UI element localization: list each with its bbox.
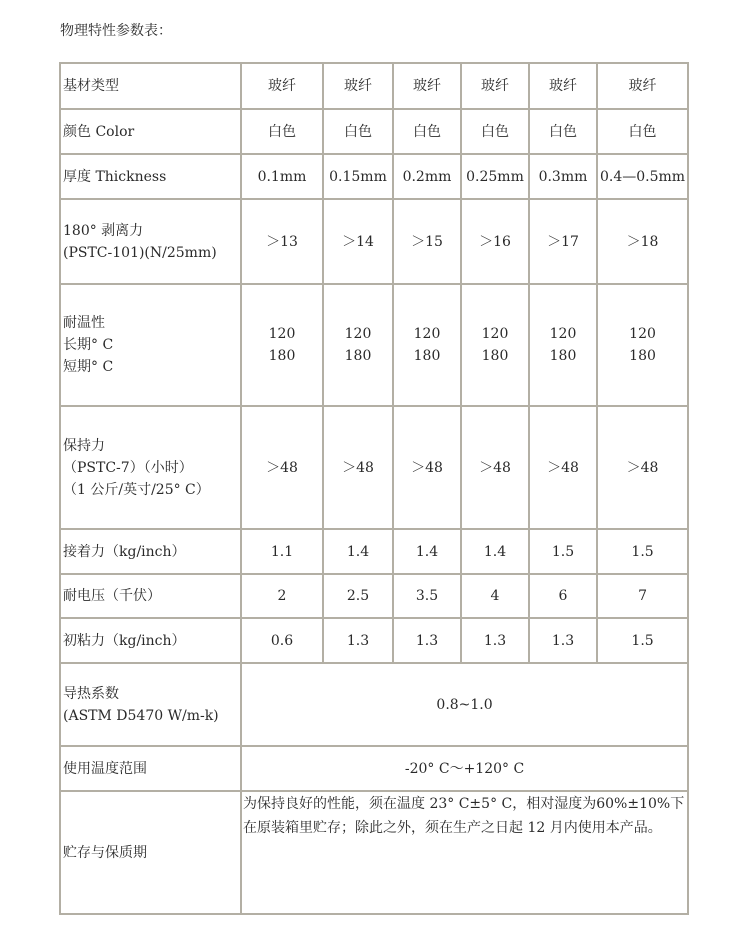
value: 2.5 <box>346 588 370 604</box>
value: 2 <box>277 588 287 604</box>
page-title: 物理特性参数表： <box>60 23 172 39</box>
value-cell <box>241 63 323 109</box>
value-cell <box>241 109 323 154</box>
value-cell <box>241 574 323 618</box>
table-row <box>60 284 688 406</box>
value-cell <box>597 154 688 199</box>
value-cell <box>393 529 461 574</box>
value-cell <box>241 663 688 746</box>
value-cell <box>597 109 688 154</box>
value: 1.3 <box>346 632 370 649</box>
value-cell <box>393 284 461 406</box>
label-line: 贮存与保质期 <box>63 844 147 861</box>
table-row <box>60 663 688 746</box>
value: ＞18 <box>626 233 659 250</box>
value: 0.6 <box>270 632 294 649</box>
value: ＞15 <box>411 233 443 250</box>
value: 1.3 <box>551 632 575 649</box>
value-cell <box>461 529 529 574</box>
value-cell <box>393 199 461 284</box>
table-row <box>60 109 688 154</box>
label-line: （PSTC-7）（小时） <box>63 459 193 476</box>
value-cell <box>529 529 597 574</box>
value-cell <box>529 199 597 284</box>
value: 0.2mm <box>402 168 452 185</box>
value: ＞48 <box>411 459 443 476</box>
properties-table <box>59 62 689 915</box>
table-row <box>60 199 688 284</box>
label-line: 厚度 Thickness <box>63 168 167 185</box>
table-row <box>60 406 688 529</box>
value-cell <box>461 284 529 406</box>
value-cell <box>597 406 688 529</box>
value-line: 180 <box>481 348 509 364</box>
row-label <box>60 746 241 791</box>
value: 1.5 <box>631 632 654 649</box>
row-label <box>60 63 241 109</box>
value: 1.5 <box>551 543 575 560</box>
value-cell <box>323 199 393 284</box>
storage-note: 为保持良好的性能，须在温度 23° C±5° C，相对湿度为60%±10%下在原装箱里贮存；除此之外，须在生产之日起 12 月内使用本产品。 <box>243 796 685 836</box>
value-cell <box>529 574 597 618</box>
value-cell <box>393 63 461 109</box>
value-cell <box>323 154 393 199</box>
value-cell <box>597 199 688 284</box>
value-cell <box>323 63 393 109</box>
value-line: 180 <box>268 348 296 364</box>
value: ＞48 <box>342 459 374 476</box>
value-line: 180 <box>629 348 656 364</box>
value-cell <box>393 574 461 618</box>
label-line: 使用温度范围 <box>63 760 147 777</box>
row-label <box>60 284 241 406</box>
value-cell <box>529 284 597 406</box>
table-row <box>60 63 688 109</box>
value-cell <box>323 529 393 574</box>
value-cell <box>529 618 597 663</box>
row-label <box>60 618 241 663</box>
value-cell <box>323 406 393 529</box>
value: 白色 <box>344 123 372 140</box>
row-label <box>60 406 241 529</box>
value-line: 120 <box>629 326 656 342</box>
value-cell <box>529 63 597 109</box>
value: 白色 <box>481 123 509 140</box>
value: ＞48 <box>547 459 579 476</box>
value: 玻纤 <box>268 78 296 94</box>
value-line: 120 <box>344 326 372 342</box>
label-line: (ASTM D5470 W/m-k) <box>63 707 219 724</box>
label-line: （1 公斤/英寸/25° C） <box>63 481 210 498</box>
value: 白色 <box>628 123 657 140</box>
value-cell <box>597 618 688 663</box>
value-line: 120 <box>549 326 577 342</box>
table-row <box>60 529 688 574</box>
value: 1.4 <box>346 543 370 560</box>
value-line: 180 <box>344 348 372 364</box>
value: ＞16 <box>479 233 511 250</box>
value-cell <box>241 529 323 574</box>
row-label <box>60 574 241 618</box>
value-cell <box>393 618 461 663</box>
value: 3.5 <box>415 588 439 604</box>
value: 1.4 <box>415 543 439 560</box>
table-row <box>60 618 688 663</box>
row-label <box>60 663 241 746</box>
value-cell <box>323 618 393 663</box>
label-line: 初粘力（kg/inch） <box>63 632 186 649</box>
table-row <box>60 154 688 199</box>
value: 0.1mm <box>257 168 307 185</box>
value-cell <box>241 199 323 284</box>
label-line: 耐电压（千伏） <box>63 588 161 604</box>
value-cell <box>323 574 393 618</box>
value: 白色 <box>413 123 441 140</box>
value: 4 <box>490 588 500 604</box>
value: 1.3 <box>415 632 439 649</box>
label-line: 接着力（kg/inch） <box>63 543 186 560</box>
value: 白色 <box>549 123 577 140</box>
value-cell <box>241 154 323 199</box>
table-row <box>60 746 688 791</box>
value-cell <box>393 109 461 154</box>
value: 玻纤 <box>628 78 657 94</box>
value-cell <box>393 154 461 199</box>
row-label <box>60 199 241 284</box>
row-label <box>60 109 241 154</box>
value-cell <box>529 109 597 154</box>
label-line: 基材类型 <box>63 78 119 94</box>
value-cell <box>461 63 529 109</box>
value: 玻纤 <box>413 78 441 94</box>
label-line: 颜色 Color <box>63 123 135 140</box>
label-line: 导热系数 <box>63 685 119 702</box>
value-line: 180 <box>413 348 441 364</box>
value-cell <box>461 109 529 154</box>
value-cell <box>241 746 688 791</box>
value: 1.5 <box>631 543 654 560</box>
value: 1.4 <box>483 543 507 560</box>
value: 白色 <box>268 123 296 140</box>
label-line: 保持力 <box>63 437 105 454</box>
value-cell <box>241 791 688 914</box>
value: ＞48 <box>266 459 298 476</box>
value: 6 <box>558 588 568 604</box>
value: ＞48 <box>626 459 659 476</box>
label-line: (PSTC-101)(N/25mm) <box>63 244 217 261</box>
value: 玻纤 <box>481 78 509 94</box>
value-cell <box>597 284 688 406</box>
value-cell <box>461 406 529 529</box>
row-label <box>60 791 241 914</box>
value-cell <box>461 574 529 618</box>
value-cell <box>461 154 529 199</box>
value-line: 120 <box>481 326 509 342</box>
value: ＞17 <box>547 233 579 250</box>
value-cell <box>241 284 323 406</box>
value: ＞48 <box>479 459 511 476</box>
value-line: 120 <box>413 326 441 342</box>
value: 0.25mm <box>466 168 524 185</box>
value: 玻纤 <box>344 78 372 94</box>
label-line: 耐温性 <box>63 315 105 331</box>
value-cell <box>529 154 597 199</box>
value-line: 180 <box>549 348 577 364</box>
value: -20° C～+120° C <box>404 760 525 777</box>
table-row <box>60 791 688 914</box>
value-line: 120 <box>268 326 296 342</box>
value: 0.15mm <box>329 168 387 185</box>
value: 1.1 <box>270 543 294 560</box>
value-cell <box>323 284 393 406</box>
value: 1.3 <box>483 632 507 649</box>
value: 玻纤 <box>549 78 577 94</box>
value: ＞13 <box>266 233 298 250</box>
value-cell <box>323 109 393 154</box>
value-cell <box>393 406 461 529</box>
value-cell <box>461 199 529 284</box>
value-cell <box>461 618 529 663</box>
value-cell <box>597 63 688 109</box>
row-label <box>60 529 241 574</box>
value: 0.4—0.5mm <box>600 168 686 185</box>
value: 7 <box>638 588 647 604</box>
value-cell <box>529 406 597 529</box>
row-label <box>60 154 241 199</box>
value-cell <box>597 574 688 618</box>
table-row <box>60 574 688 618</box>
value-cell <box>597 529 688 574</box>
label-line: 长期° C <box>63 337 114 353</box>
label-line: 180° 剥离力 <box>63 222 144 239</box>
value-cell <box>241 406 323 529</box>
value-cell <box>241 618 323 663</box>
label-line: 短期° C <box>63 359 114 375</box>
value: ＞14 <box>342 233 374 250</box>
value: 0.8~1.0 <box>436 696 493 713</box>
value: 0.3mm <box>538 168 588 185</box>
